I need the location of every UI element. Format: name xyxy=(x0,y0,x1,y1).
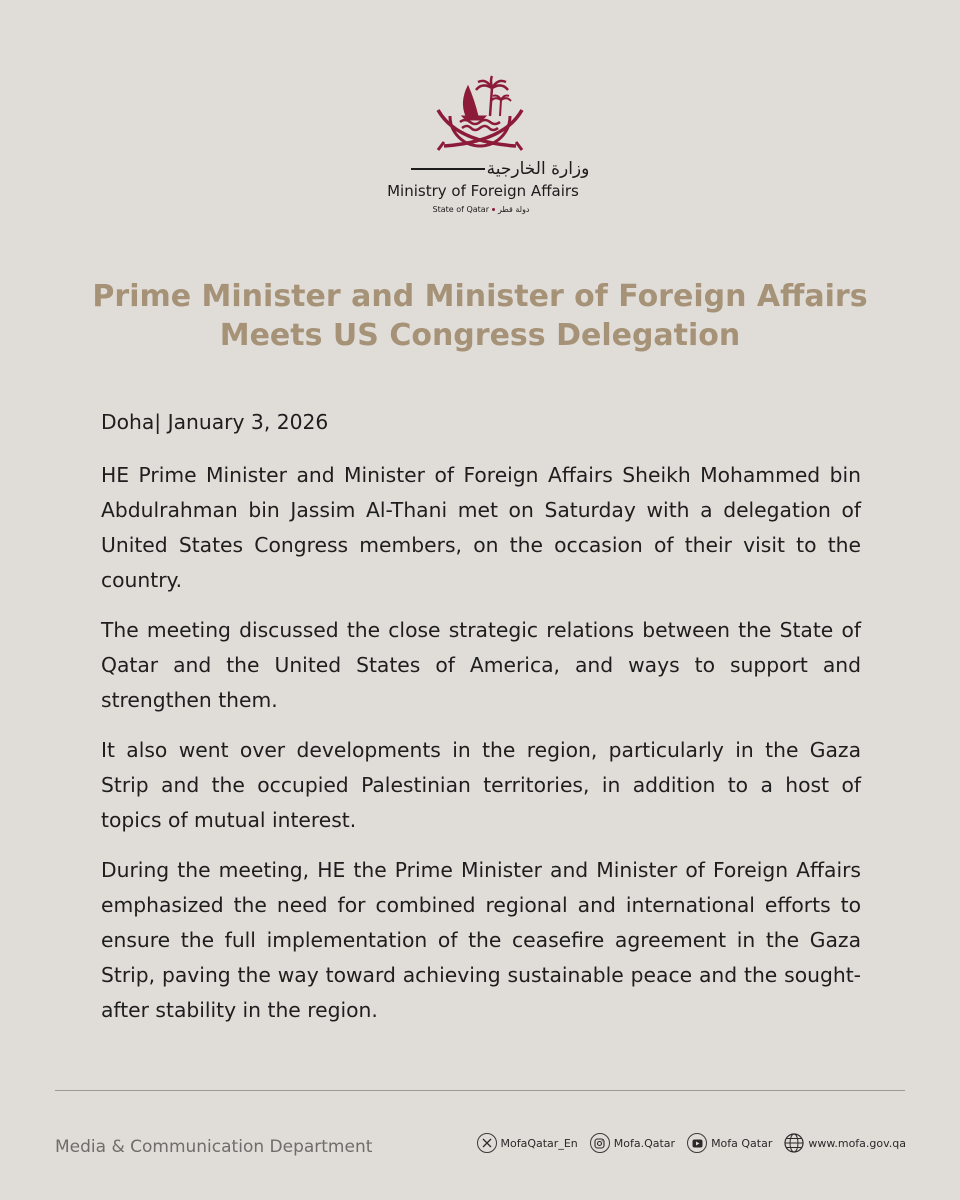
ministry-logo xyxy=(0,70,960,216)
article-paragraph: It also went over developments in the region, particularly in the Gaza Strip and the occupied Palestinian territories, in addition to a host of topics of mutual interest. xyxy=(101,738,861,832)
social-label: MofaQatar_En xyxy=(500,1136,578,1150)
logo-english-text: Ministry of Foreign Affairs xyxy=(387,182,579,200)
social-link-youtube[interactable] xyxy=(687,1133,772,1153)
social-link-x[interactable] xyxy=(477,1133,578,1153)
headline-line-1: Prime Minister and Minister of Foreign Affairs xyxy=(92,279,868,314)
department-name: Media & Communication Department xyxy=(55,1137,373,1157)
article-body xyxy=(101,405,861,1043)
instagram-icon xyxy=(590,1133,610,1153)
logo-arabic-text: وزارة الخارجية xyxy=(20,158,960,180)
social-label: Mofa Qatar xyxy=(711,1136,773,1150)
dateline: Doha| January 3, 2026 xyxy=(101,410,329,434)
logo-subtitle xyxy=(1,204,960,216)
logo-sub-arabic: دولة قطر xyxy=(498,205,530,214)
globe-icon xyxy=(784,1133,804,1153)
x-icon xyxy=(477,1133,497,1153)
article-paragraph: The meeting discussed the close strategic relations between the State of Qatar and the United States of America, and ways to support and strengthen them. xyxy=(101,618,861,712)
youtube-icon xyxy=(687,1133,707,1153)
social-link-instagram[interactable] xyxy=(590,1133,675,1153)
footer-divider xyxy=(55,1090,905,1091)
social-label: www.mofa.gov.qa xyxy=(808,1136,906,1150)
article-paragraph: HE Prime Minister and Minister of Foreign Affairs Sheikh Mohammed bin Abdulrahman bin Jassim Al-Thani met on Saturday with a delegation of United States Congress members, on the occasion of their visit to the country. xyxy=(101,463,861,592)
qatar-emblem-icon xyxy=(430,70,530,152)
social-links xyxy=(477,1133,906,1153)
logo-sub-english: State of Qatar xyxy=(432,205,489,214)
headline-line-2: Meets US Congress Delegation xyxy=(219,318,741,353)
social-label: Mofa.Qatar xyxy=(613,1136,676,1150)
headline xyxy=(60,277,900,355)
article-paragraph: During the meeting, HE the Prime Minister and Minister of Foreign Affairs emphasized the need for combined regional and international efforts to ensure the full implementation of the ceasefire agreement in the Gaza Strip, paving the way toward achieving sustainable peace and the sought-after stability in the region. xyxy=(101,858,861,1022)
social-link-website[interactable] xyxy=(784,1133,906,1153)
